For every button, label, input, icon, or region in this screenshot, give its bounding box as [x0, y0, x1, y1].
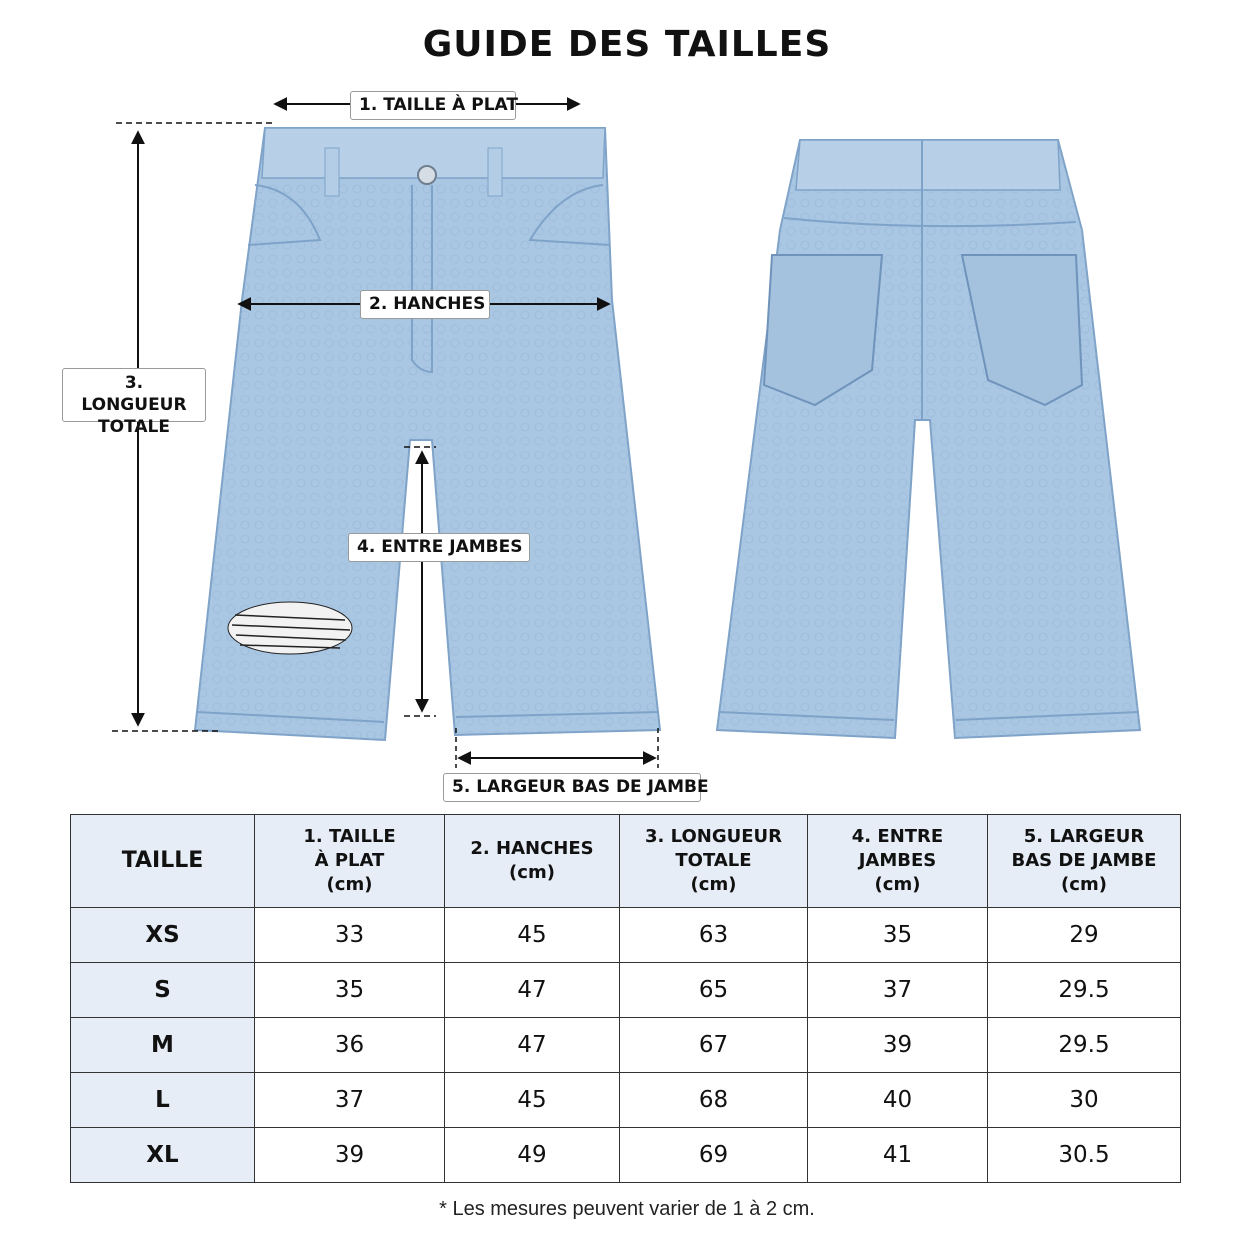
value-cell: 39 [808, 1018, 988, 1073]
header-line: TOTALE [675, 850, 752, 871]
value-cell: 29.5 [988, 963, 1181, 1018]
value-cell: 45 [445, 1073, 620, 1128]
value-cell: 37 [808, 963, 988, 1018]
table-row [71, 1128, 1181, 1183]
value-cell: 41 [808, 1128, 988, 1183]
table-header-row [71, 815, 1181, 908]
size-cell: S [71, 963, 255, 1018]
page-title: GUIDE DES TAILLES [422, 24, 832, 65]
header-col-5 [988, 815, 1181, 908]
header-line: À PLAT [314, 850, 385, 871]
value-cell: 65 [620, 963, 808, 1018]
header-line: 1. TAILLE [303, 826, 396, 847]
size-cell: M [71, 1018, 255, 1073]
header-col-4 [808, 815, 988, 908]
length-label: 3. LONGUEUR TOTALE [62, 368, 206, 422]
value-cell: 35 [808, 908, 988, 963]
header-line: (cm) [874, 874, 921, 895]
value-cell: 45 [445, 908, 620, 963]
table-row [71, 963, 1181, 1018]
rip-detail [228, 602, 352, 654]
header-line: (cm) [509, 862, 555, 883]
hem-label: 5. LARGEUR BAS DE JAMBE [443, 773, 701, 802]
header-line: BAS DE JAMBE [1011, 850, 1157, 871]
header-line: 3. LONGUEUR [645, 826, 782, 847]
header-col-1 [255, 815, 445, 908]
header-size [71, 815, 255, 908]
header-col-2 [445, 815, 620, 908]
value-cell: 36 [255, 1018, 445, 1073]
size-table [70, 814, 1181, 1183]
value-cell: 35 [255, 963, 445, 1018]
value-cell: 39 [255, 1128, 445, 1183]
inseam-label: 4. ENTRE JAMBES [348, 533, 530, 562]
front-shorts [195, 128, 660, 740]
back-shorts [717, 140, 1140, 738]
value-cell: 40 [808, 1073, 988, 1128]
header-line: (cm) [1061, 874, 1107, 895]
size-cell: XS [71, 908, 255, 963]
value-cell: 29 [988, 908, 1181, 963]
footnote: * Les mesures peuvent varier de 1 à 2 cm. [439, 1198, 815, 1220]
table-row [71, 1018, 1181, 1073]
table-row [71, 1073, 1181, 1128]
value-cell: 30 [988, 1073, 1181, 1128]
value-cell: 69 [620, 1128, 808, 1183]
value-cell: 63 [620, 908, 808, 963]
header-line: 5. LARGEUR [1023, 826, 1145, 847]
size-cell: XL [71, 1128, 255, 1183]
header-line: (cm) [690, 874, 737, 895]
table-row [71, 908, 1181, 963]
header-line: TAILLE [121, 848, 204, 873]
value-cell: 49 [445, 1128, 620, 1183]
header-col-3 [620, 815, 808, 908]
hips-label: 2. HANCHES [360, 290, 490, 319]
header-line: JAMBES [858, 850, 937, 871]
waist-label: 1. TAILLE À PLAT [350, 91, 516, 120]
value-cell: 37 [255, 1073, 445, 1128]
value-cell: 47 [445, 963, 620, 1018]
value-cell: 30.5 [988, 1128, 1181, 1183]
value-cell: 33 [255, 908, 445, 963]
table-body [71, 908, 1181, 1183]
header-line: (cm) [326, 874, 373, 895]
size-cell: L [71, 1073, 255, 1128]
header-line: 4. ENTRE [851, 826, 944, 847]
value-cell: 67 [620, 1018, 808, 1073]
value-cell: 68 [620, 1073, 808, 1128]
value-cell: 47 [445, 1018, 620, 1073]
header-line: 2. HANCHES [470, 838, 594, 859]
value-cell: 29.5 [988, 1018, 1181, 1073]
